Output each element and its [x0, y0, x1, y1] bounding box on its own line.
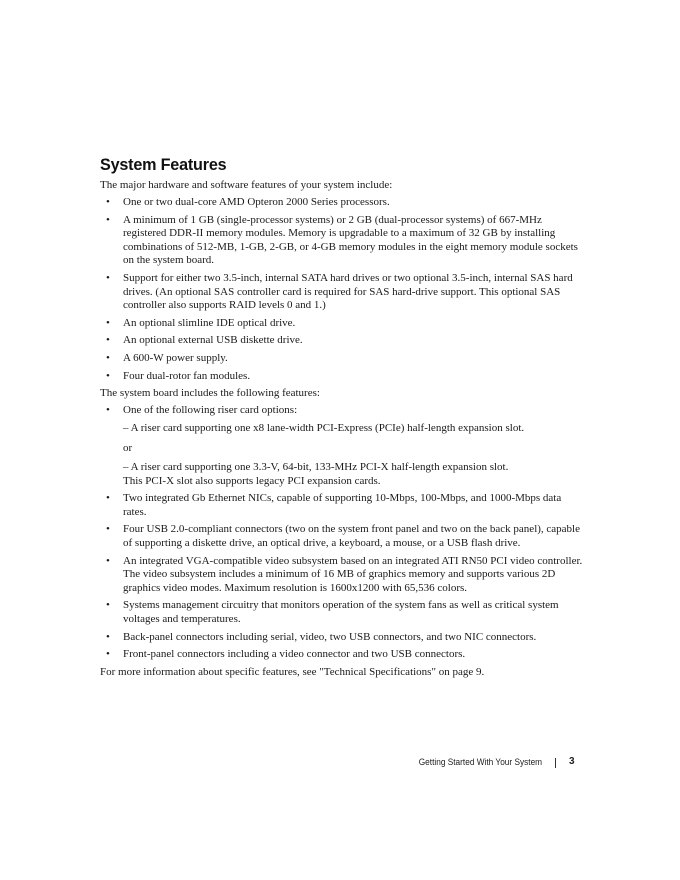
list-item: • Systems management circuitry that monitors operation of the system fans as well as critical system voltages and temperatures. [106, 599, 559, 626]
list-item: • An optional external USB diskette drive. [106, 334, 303, 347]
more-info-paragraph: For more information about specific features, see "Technical Specifications" on page 9. [100, 665, 485, 678]
list-item: • Four dual-rotor fan modules. [106, 369, 251, 382]
footer-chapter-title: Getting Started With Your System [418, 757, 542, 767]
list-item: • A 600-W power supply. [106, 352, 228, 365]
page-footer [0, 756, 680, 770]
board-features-list [100, 404, 585, 662]
list-item: • An integrated VGA-compatible video subsystem based on an integrated ATI RN50 PCI video controller. The video subsystem includes a minimum of 16 MB of graphics memory and supports various 2D graphics video modes. Maximum resolution is 1600x1200 with 65,536 colors. [106, 554, 583, 594]
list-item: • A minimum of 1 GB (single-processor systems) or 2 GB (dual-processor systems) of 667-MHz registered DDR-II memory modules. Memory is upgradable to a maximum of 32 GB by installing combinations of 512-MB, 1-GB, 2-GB, or 4-GB memory modules in the eight memory module sockets on the system board. [106, 213, 578, 267]
list-item: • Four USB 2.0-compliant connectors (two on the system front panel and two on the back panel), capable of supporting a diskette drive, an optical drive, a keyboard, a mouse, or a USB flash drive. [106, 523, 580, 550]
page-title: System Features [100, 155, 227, 174]
content-body [100, 179, 585, 683]
riser-option-pcie: – A riser card supporting one x8 lane-width PCI-Express (PCIe) half-length expansion slot. [123, 421, 525, 434]
riser-options-item: • One of the following riser card options: – A riser card supporting one x8 lane-width PCI-Express (PCIe) half-length expansion slot. or – A riser card supporting one 3.3-V, 64-bit, 133-MHz PCI-X half-length expansion slot. This PCI-X slot also supports legacy PCI expansion cards. [100, 404, 585, 488]
list-item: • Back-panel connectors including serial, video, two USB connectors, and two NIC connectors. [106, 630, 537, 643]
features-list [100, 196, 585, 383]
riser-label: One of the following riser card options: [123, 404, 298, 417]
riser-or: or [123, 441, 133, 454]
intro-paragraph: The major hardware and software features of your system include: [100, 179, 393, 191]
list-item: • Support for either two 3.5-inch, internal SATA hard drives or two optional 3.5-inch, internal SAS hard drives. (An optional SAS controller card is required for SAS hard-drive support. This optional SAS controller also supports RAID levels 0 and 1.) [106, 272, 573, 312]
list-item: • Front-panel connectors including a video connector and two USB connectors. [106, 648, 466, 661]
riser-option-pcix: – A riser card supporting one 3.3-V, 64-bit, 133-MHz PCI-X half-length expansion slot. This PCI-X slot also supports legacy PCI expansion cards. [123, 461, 509, 487]
footer-divider [555, 758, 556, 768]
board-intro-paragraph: The system board includes the following features: [100, 387, 320, 400]
list-item: • One or two dual-core AMD Opteron 2000 Series processors. [106, 196, 390, 209]
list-item: • Two integrated Gb Ethernet NICs, capable of supporting 10-Mbps, 100-Mbps, and 1000-Mbps data rates. [106, 492, 562, 518]
page-number: 3 [569, 756, 575, 767]
list-item: • An optional slimline IDE optical drive. [106, 316, 296, 329]
